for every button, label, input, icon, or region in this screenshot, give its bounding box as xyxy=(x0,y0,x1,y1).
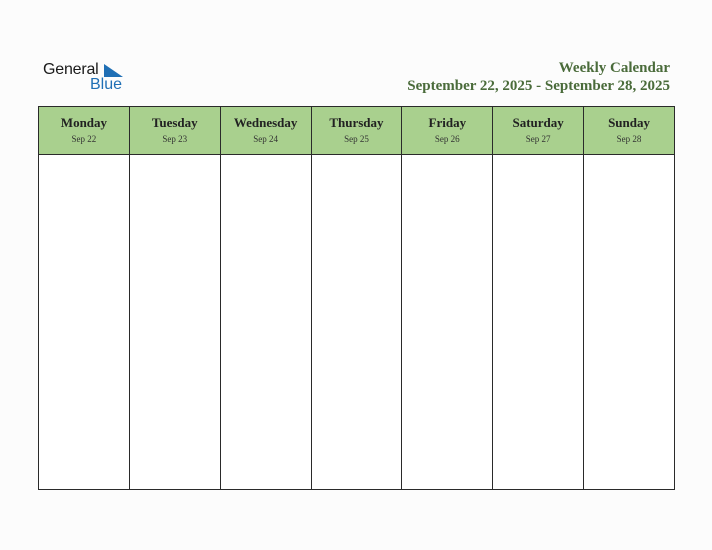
day-header-wednesday xyxy=(220,107,311,155)
day-date: Sep 27 xyxy=(525,134,551,144)
day-cells-row xyxy=(39,155,675,490)
calendar-title: Weekly Calendar xyxy=(558,60,670,76)
day-name: Monday xyxy=(60,115,108,130)
day-name: Sunday xyxy=(608,115,650,130)
day-cell-tuesday[interactable] xyxy=(129,155,220,490)
day-cell-sunday[interactable] xyxy=(584,155,675,490)
day-header-saturday xyxy=(493,107,584,155)
day-date: Sep 28 xyxy=(616,134,642,144)
day-name: Saturday xyxy=(512,115,564,130)
calendar-header xyxy=(407,59,670,96)
day-header-tuesday xyxy=(129,107,220,155)
logo-general-text: General xyxy=(43,61,99,78)
date-range: September 22, 2025 - September 28, 2025 xyxy=(407,78,670,94)
logo-blue-text: Blue xyxy=(90,76,123,93)
day-date: Sep 25 xyxy=(344,134,369,144)
day-date: Sep 24 xyxy=(253,134,278,144)
day-name: Wednesday xyxy=(233,115,298,130)
day-cell-saturday[interactable] xyxy=(493,155,584,490)
day-cell-thursday[interactable] xyxy=(311,155,402,490)
weekly-calendar-grid xyxy=(38,106,675,490)
day-header-thursday xyxy=(311,107,402,155)
day-name: Friday xyxy=(428,115,467,130)
day-cell-monday[interactable] xyxy=(39,155,130,490)
day-name: Thursday xyxy=(329,115,384,130)
day-cell-friday[interactable] xyxy=(402,155,493,490)
day-cell-wednesday[interactable] xyxy=(220,155,311,490)
day-header-monday xyxy=(39,107,130,155)
day-date: Sep 22 xyxy=(71,134,97,144)
day-header-friday xyxy=(402,107,493,155)
day-name: Tuesday xyxy=(151,115,198,130)
day-date: Sep 23 xyxy=(162,134,188,144)
generalblue-logo xyxy=(43,61,133,95)
day-date: Sep 26 xyxy=(434,134,460,144)
day-header-sunday xyxy=(584,107,675,155)
day-header-row xyxy=(39,107,675,155)
